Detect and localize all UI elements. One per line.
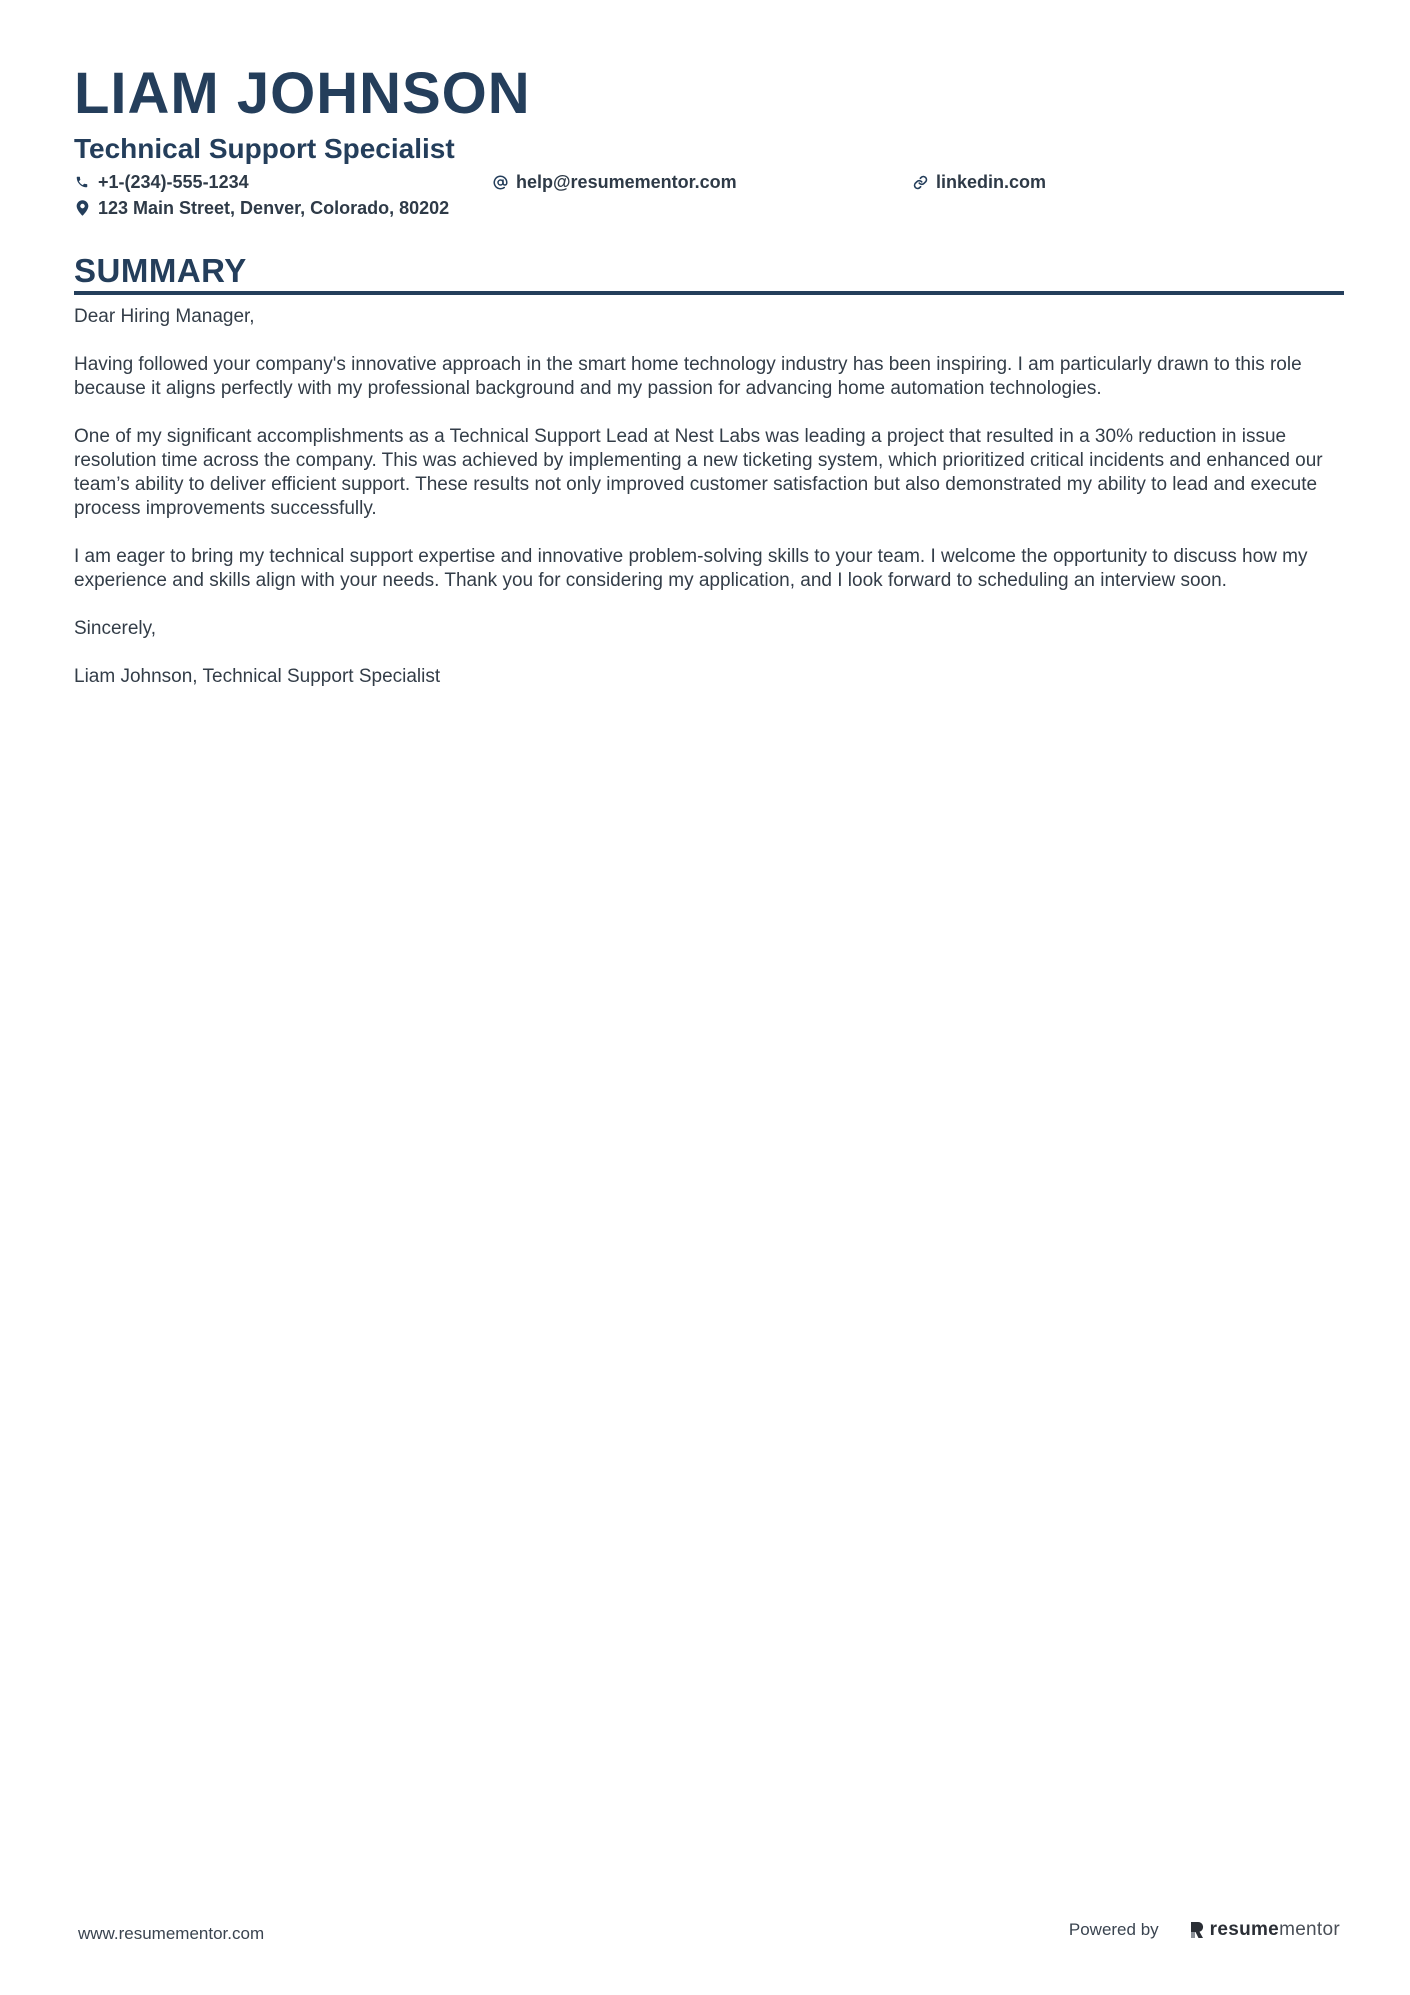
signature: Liam Johnson, Technical Support Specialist <box>74 666 441 687</box>
footer-powered-by <box>1069 1919 1340 1941</box>
letter-paragraph: Having followed your company's innovative approach in the smart home technology industry has been inspiring. I am particularly drawn to this role because it aligns perfectly with my professional background and my passion for advancing home automation technologies. <box>74 354 1302 399</box>
brand-logo[interactable] <box>1189 1919 1340 1941</box>
letter-body <box>74 305 1344 689</box>
contact-email[interactable] <box>492 169 737 195</box>
cover-letter-page <box>74 58 1344 713</box>
map-pin-icon <box>74 200 90 216</box>
brand-name-part1: resume <box>1209 1919 1280 1940</box>
email-text[interactable]: help@resumementor.com <box>516 172 737 192</box>
candidate-name: LIAM JOHNSON <box>74 61 531 126</box>
at-sign-icon <box>492 174 508 190</box>
linkedin-text[interactable]: linkedin.com <box>936 172 1047 192</box>
contact-info <box>74 169 1344 223</box>
contact-address <box>74 195 449 221</box>
phone-text: +1-(234)-555-1234 <box>98 172 249 192</box>
job-title: Technical Support Specialist <box>74 133 455 164</box>
closing: Sincerely, <box>74 618 157 639</box>
greeting: Dear Hiring Manager, <box>74 306 255 327</box>
footer-website[interactable]: www.resumementor.com <box>78 1924 265 1943</box>
contact-linkedin[interactable] <box>912 169 1046 195</box>
letter-paragraph: One of my significant accomplishments as a Technical Support Lead at Nest Labs was leading a project that resulted in a 30% reduction in issue resolution time across the company. This was achieved by implementing a new ticketing system, which prioritized critical incidents and enhanced our team’s ability to deliver efficient support. These results not only improved customer satisfaction but also demonstrated my ability to lead and execute process improvements successfully. <box>74 426 1323 519</box>
section-divider <box>74 291 1344 295</box>
summary-heading: SUMMARY <box>74 252 247 289</box>
phone-icon <box>74 174 90 190</box>
contact-phone <box>74 169 249 195</box>
brand-name-part2: mentor <box>1279 1919 1340 1940</box>
resumementor-logo-icon <box>1189 1920 1205 1940</box>
powered-by-text: Powered by <box>1068 1920 1159 1939</box>
link-icon <box>912 174 928 190</box>
address-text: 123 Main Street, Denver, Colorado, 80202 <box>98 198 450 218</box>
letter-paragraph: I am eager to bring my technical support expertise and innovative problem-solving skills to your team. I welcome the opportunity to discuss how my experience and skills align with your needs. Thank you for considering my application, and I look forward to scheduling an interview soon. <box>74 546 1308 591</box>
